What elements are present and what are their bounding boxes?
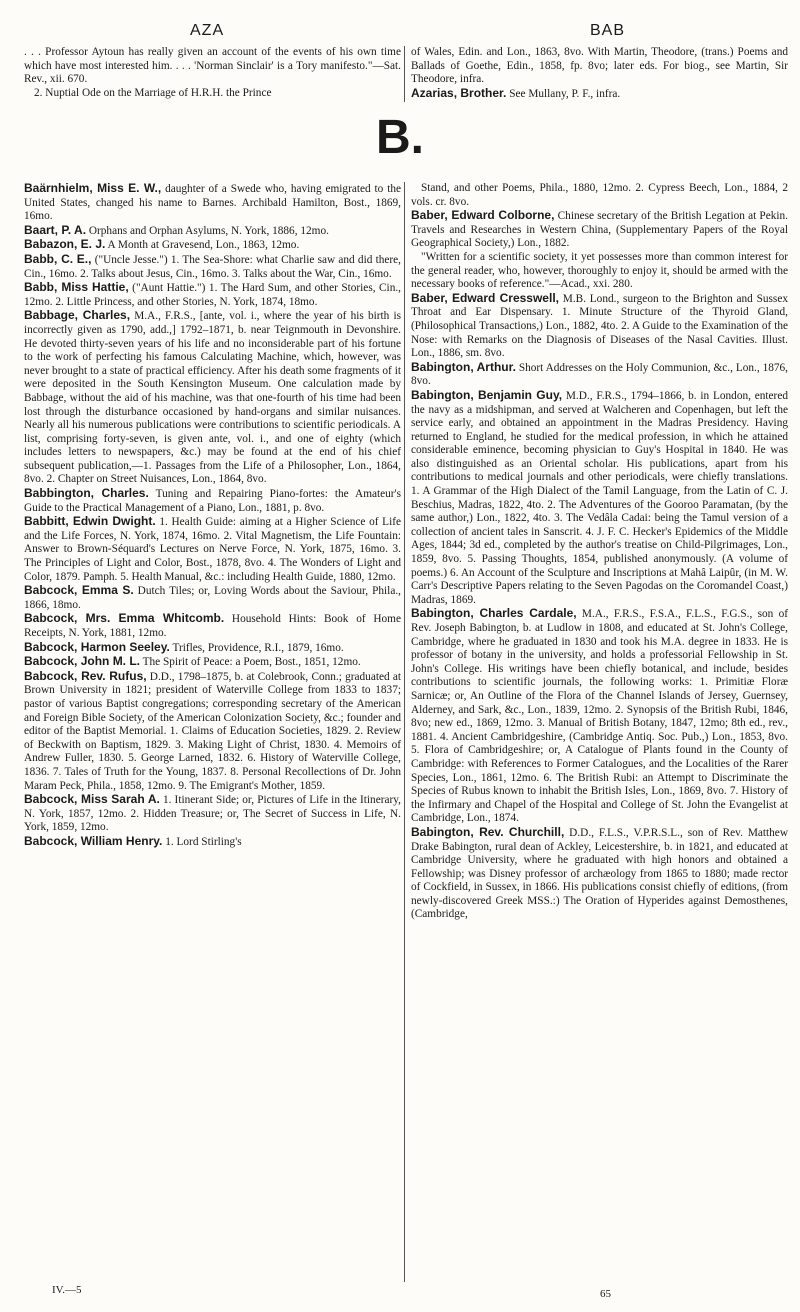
- dictionary-entry: [411, 209, 788, 251]
- entry-text: The Spirit of Peace: a Poem, Bost., 1851, 12mo.: [140, 656, 361, 669]
- entry-text: Tuning and Repairing Piano-fortes: the Amateur's Guide to the Practical Management of a Piano, Lon., 1881, p. 8vo.: [24, 488, 401, 514]
- entry-headword: Baber, Edward Cresswell,: [411, 290, 559, 305]
- entry-text: Trifles, Providence, R.I., 1879, 16mo.: [169, 641, 344, 654]
- entry-text: M.A., F.R.S., [ante, vol. i., where the year of his birth is incorrectly given as 1790, add.,] 1792–1871, b. near Teignmouth in Devonshire. He devoted thirty-seven years of his life and no inconsiderable part of his fortune to the work of perfecting his famous Calculating Machine, which, however, was never brought to a state of practical efficiency. After his death some fragments of it were deposited in the South Kensington Museum. One calculation made by Babbage, without the aid of his machine, was that one-fourth of his time had been lost through the disturbance occasioned by hand-organs and similar nuisances. Nearly all his numerous publications were contributions to scientific periodicals. A list, comprising forty-seven, is given ante, vol. i., and one of eighty (which includes letters to newspapers, &c.) may be found at the end of his chief subsequent publication,—1. Passages from the Life of a Philosopher, Lon., 1864, 8vo. 2. Chapter on Street Nuisances, Lon., 1864, 8vo.: [24, 310, 401, 486]
- dictionary-entry: [411, 292, 788, 361]
- top-right-column: [411, 46, 788, 101]
- entry-headword: Baärnhielm, Miss E. W.,: [24, 181, 162, 195]
- dictionary-entry: [24, 238, 401, 253]
- column-divider-top: [404, 46, 405, 102]
- continuation-text: of Wales, Edin. and Lon., 1863, 8vo. With Martin, Theodore, (trans.) Poems and Ballads of Goethe, Edin., 1858, fp. 8vo; later eds. For biog., see Martin, Sir Theodore, infra.: [411, 46, 788, 86]
- entry-text: Household Hints: Book of Home Receipts, N. York, 1881, 12mo.: [24, 613, 401, 639]
- continuation-text: 2. Nuptial Ode on the Marriage of H.R.H. the Prince: [34, 86, 272, 99]
- dictionary-entry: [24, 309, 401, 487]
- dictionary-entry: [24, 670, 401, 793]
- entry-text: "Written for a scientific society, it yet possesses more than common interest for the general reader, who, however, thoroughly to enjoy it, should be armed with the necessary books of reference."—Acad., xxi. 280.: [411, 250, 788, 291]
- dictionary-entry: [411, 826, 788, 922]
- entry-text: Chinese secretary of the British Legation at Pekin. Travels and Researches in Western China, (Supplementary Papers of the Royal Geographical Society,) Lon., 1882.: [411, 210, 788, 250]
- entry-text: 1. Health Guide: aiming at a Higher Science of Life and the Life Forces, N. York, 1874, 16mo. 2. Vital Magnetism, the Life Fountain: Answer to Brown-Séquard's Lectures on Nerve Force, N. York, 1875, 16mo. 3. The Principles of Light and Color, Bost., 1878, 8vo. 4. The Wonders of Light and Color, 1879. Pamph. 5. Health Manual, &c.: including Health Guide, 1880, 12mo.: [24, 516, 402, 583]
- entry-text: D.D., 1798–1875, b. at Colebrook, Conn.; graduated at Brown University in 1821; president of Waterville College from 1833 to 1837; pastor of various Baptist congregations; corresponding secretary of the American and Foreign Bible Society, of the American Colonization Society, &c.; founder and editor of the Baptist Memorial. 1. Claims of Education Societies, 1829. 2. Review of Beckwith on Baptism, 1829. 3. Making Light of Christ, 1830. 4. Memoirs of Andrew Fuller, 1830. 5. George Larned, 1832. 6. History of Waterville College, 1836. 7. Tales of Truth for the Young, 1837. 8. Personal Recollections of Dr. John Maram Peck, Phila., 1858, 12mo. 9. The Emigrant's Mother, 1859.: [24, 670, 401, 792]
- dictionary-entry: [24, 655, 401, 670]
- entry-text: M.D., F.R.S., 1794–1866, b. in London, entered the navy as a midshipman, and served at Walcheren and Copenhagen, but left the service early, and obtained an appointment in the Madras Presidency. Having returned to England, he studied for the medical profession, in which he attained considerable eminence, becoming physician to Guy's Hospital in 1840. He was also distinguished as an Oriental scholar. His publications, apart from his contributions to medical journals and other periodicals, were chiefly translations. 1. A Grammar of the High Dialect of the Tamil Language, from the Latin of C. J. Beschius, Madras, 1822, 4to. 2. The Adventures of the Gooroo Paramatan, (by the same author,) Lon., 1822, 4to. 3. The Vedâla Cadai: being the Tamul version of a collection of ancient tales in Sanscrit. 4. J. F. C. Hecker's Epidemics of the Middle Ages, 1844; 3d ed., completed by the author's treatise on Child-Pilgrimages, Lon., 1859, 8vo. 5. Passing Thoughts, 1854, published anonymously. (A volume of poems.) 6. An Account of the Sculpture and Inscriptions at Mahâ Laipûr, (in M. W. Carr's Descriptive Papers relating to the Seven Pagodas on the Coromandel Coast,) Madras, 1869.: [411, 389, 788, 606]
- entry-headword: Babazon, E. J.: [24, 237, 106, 252]
- entry-quote: [411, 182, 788, 209]
- page-number: 65: [600, 1288, 611, 1300]
- entry-headword: Babcock, Rev. Rufus,: [24, 668, 147, 683]
- entry-headword: Azarias, Brother.: [411, 85, 507, 100]
- entry-headword: Babcock, Emma S.: [24, 583, 134, 598]
- entry-headword: Babington, Arthur.: [411, 359, 516, 374]
- entry-headword: Babcock, John M. L.: [24, 654, 141, 669]
- continuation-text: . . . Professor Aytoun has really given an account of the events of his own time which have most interested him. . . . 'Norman Sinclair' is a Tory manifesto."—Sat. Rev., xii. 670.: [24, 46, 401, 86]
- entry-text: M.B. Lond., surgeon to the Brighton and Sussex Throat and Ear Dispensary. 1. Minute Structure of the Thyroid Gland, (Philosophical Transactions,) Lon., 1882, 4to. 2. A Guide to the Examination of the Nose: with Remarks on the Diagnosis of Diseases of the Nasal Cavities. Illust. Lon., 1886, sm. 8vo.: [411, 292, 788, 360]
- entry-headword: Babbitt, Edwin Dwight.: [24, 514, 156, 529]
- left-column: [24, 182, 401, 850]
- running-head-right: BAB: [590, 22, 626, 39]
- entry-text: Dutch Tiles; or, Loving Words about the Saviour, Phila., 1866, 18mo.: [24, 585, 401, 611]
- entry-headword: Babcock, Harmon Seeley.: [24, 639, 170, 654]
- entry-text: Stand, and other Poems, Phila., 1880, 12mo. 2. Cypress Beech, Lon., 1884, 2 vols. cr. 8vo.: [411, 182, 788, 208]
- entry-text: See Mullany, P. F., infra.: [506, 87, 621, 100]
- entry-headword: Baber, Edward Colborne,: [411, 208, 555, 223]
- entry-text: ("Aunt Hattie.") 1. The Hard Sum, and other Stories, Cin., 12mo. 2. Little Princess, and other Stories, N. York, 1874, 18mo.: [24, 282, 401, 308]
- signature-mark: IV.—5: [52, 1284, 82, 1296]
- entry-headword: Baart, P. A.: [24, 222, 87, 237]
- dictionary-entry: [24, 835, 401, 850]
- dictionary-entry: [24, 281, 401, 309]
- entry-text: daughter of a Swede who, having emigrated to the United States, changed his name to Barnes. Archibald Hamilton, Bost., 1869, 16mo.: [24, 183, 401, 223]
- dictionary-entry: [411, 87, 788, 102]
- entry-text: 1. Lord Stirling's: [162, 835, 242, 848]
- entry-headword: Babbington, Charles.: [24, 486, 149, 501]
- right-column: [411, 182, 788, 922]
- entry-headword: Babington, Benjamin Guy,: [411, 387, 563, 402]
- top-left-column: [24, 46, 401, 100]
- dictionary-entry: [411, 361, 788, 389]
- entry-text: Short Addresses on the Holy Communion, &c., Lon., 1876, 8vo.: [411, 361, 788, 388]
- entry-headword: Babington, Rev. Churchill,: [411, 824, 565, 839]
- entry-headword: Babb, Miss Hattie,: [24, 280, 129, 295]
- dictionary-entry: [24, 612, 401, 640]
- dictionary-entry: [24, 641, 401, 656]
- entry-headword: Babcock, William Henry.: [24, 833, 163, 848]
- dictionary-entry: [24, 487, 401, 515]
- entry-text: D.D., F.L.S., V.P.R.S.L., son of Rev. Matthew Drake Babington, rural dean of Ackley, Leicestershire, b. in 1821, and educated at Cambridge University, where he graduated with high honors and obtained a Fellowship; was Disney professor of archæology from 1865 to 1880; made rector of Cockfield, in Sussex, in 1866. His publications consist chiefly of editions, (from newly-discovered Greek MSS.:) The Oration of Hyperides against Demosthenes, (Cambridge,: [411, 826, 788, 921]
- entry-headword: Babcock, Miss Sarah A.: [24, 792, 160, 807]
- dictionary-entry: [24, 584, 401, 612]
- entry-text: 1. Itinerant Side; or, Pictures of Life in the Itinerary, N. York, 1857, 12mo. 2. Hidden Treasure; or, The Secret of Success in Life, N. York, 1859, 12mo.: [24, 794, 401, 834]
- entry-headword: Babcock, Mrs. Emma Whitcomb.: [24, 611, 225, 626]
- column-divider: [404, 182, 405, 1282]
- dictionary-entry: [24, 253, 401, 281]
- entry-headword: Babington, Charles Cardale,: [411, 606, 577, 621]
- dictionary-entry: [24, 182, 401, 224]
- entry-text: M.A., F.R.S., F.S.A., F.L.S., F.G.S., son of Rev. Joseph Babington, b. at Ludlow in 1808, and educated at St. John's College, Cambridge, where he graduated in 1830 and took his M.A. degree in 1833. He is professor of botany in the university, and holds a professorial Fellowship in St. John's College. His writings have been chiefly botanical, and include, besides contributions to scientific journals, the following works: 1. Primitiæ Floræ Sarnicæ; or, An Outline of the Flora of the Channel Islands of Jersey, Guernsey, Alderney, and Sark, &c., Lon., 1839, 12mo. 2. Synopsis of the British Rubi, 1846, 8vo; new ed., 1869, 12mo. 3. Manual of British Botany, 1847, 12mo; 8th ed., rev., 1881. 4. Ancient Cambridgeshire, (Cambridge Antiq. Soc. Pub.,) Lon., 1853, 8vo. 5. Flora of Cambridgeshire; or, A Catalogue of Plants found in the County of Cambridge: with References to Former Catalogues, and the Localities of the Rarer Species, Lon., 1861, 12mo. 6. The British Rubi: an Attempt to Discriminate the Species of Rubus known to inhabit the British Isles, Lon., 1869, 8vo. 7. History of the Infirmary and Chapel of the Hospital and College of St. John the Evangelist at Cambridge, Lon., 1874.: [411, 608, 788, 825]
- dictionary-entry: [24, 515, 401, 584]
- entry-text: ("Uncle Jesse.") 1. The Sea-Shore: what Charlie saw and did there, Cin., 16mo. 2. Talks about Jesus, Cin., 16mo. 3. Talks about the War, Cin., 16mo.: [24, 253, 401, 280]
- entry-text: Orphans and Orphan Asylums, N. York, 1886, 12mo.: [86, 224, 329, 237]
- entry-headword: Babbage, Charles,: [24, 308, 131, 323]
- dictionary-entry: [24, 224, 401, 239]
- section-letter: B.: [376, 111, 424, 164]
- dictionary-entry: [411, 607, 788, 826]
- entry-text: A Month at Gravesend, Lon., 1863, 12mo.: [105, 239, 300, 252]
- entry-headword: Babb, C. E.,: [24, 251, 92, 266]
- running-head-left: AZA: [190, 22, 225, 39]
- dictionary-entry: [411, 389, 788, 608]
- dictionary-entry: [24, 793, 401, 835]
- entry-quote: [411, 251, 788, 292]
